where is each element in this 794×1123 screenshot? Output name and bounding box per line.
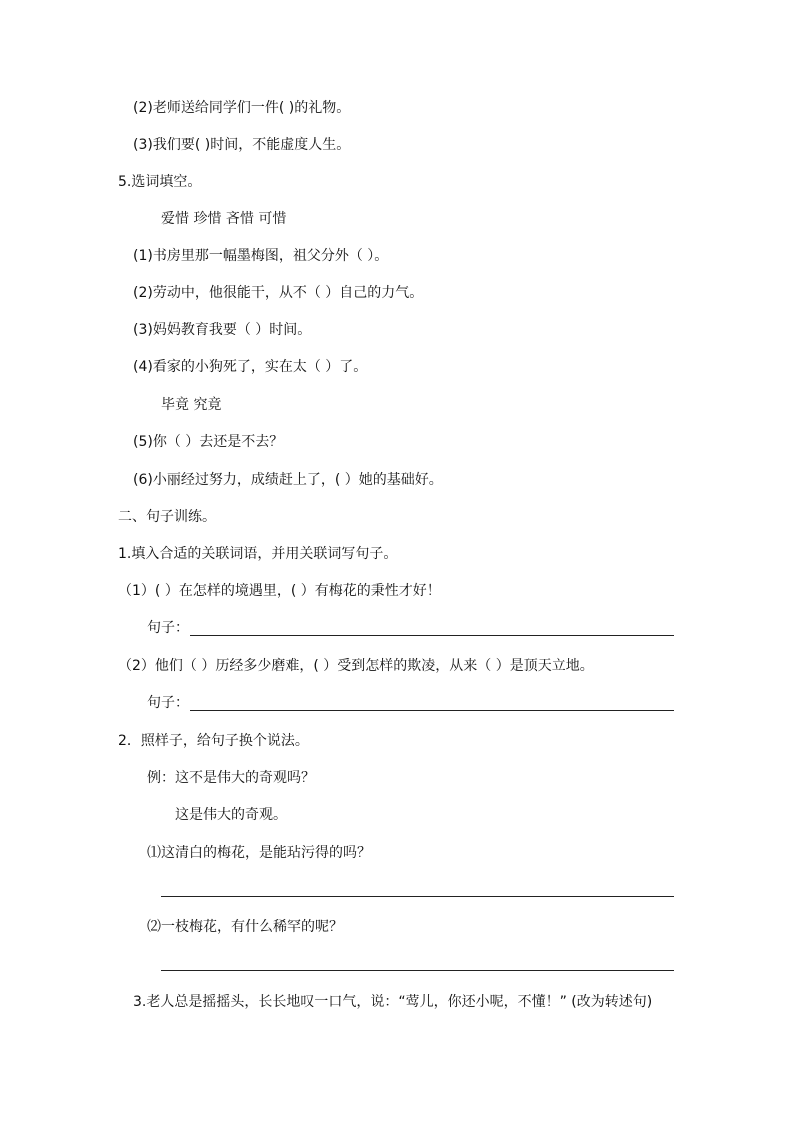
sentence-2-example-answer: 这是伟大的奇观。: [175, 807, 287, 823]
question-5-word-bank-a: 爱惜 珍惜 吝惜 可惜: [161, 211, 287, 227]
sentence-1-answer-label-1: 句子：: [147, 620, 189, 636]
question-5-item-5: (5)你（ ）去还是不去？: [133, 434, 284, 450]
question-4-item-3: (3)我们要( )时间，不能虚度人生。: [133, 137, 351, 153]
question-4-item-2: (2)老师送给同学们一件( )的礼物。: [133, 100, 351, 116]
sentence-2-item-2: ⑵一枝梅花，有什么稀罕的呢？: [147, 919, 343, 935]
sentence-2-answer-line-2[interactable]: [161, 970, 674, 971]
sentence-2-example-question: 例：这不是伟大的奇观吗？: [147, 770, 315, 786]
sentence-1-title: 1.填入合适的关联词语，并用关联词写句子。: [118, 546, 398, 562]
question-5-item-6: (6)小丽经过努力，成绩赶上了，( ）她的基础好。: [133, 472, 443, 488]
sentence-1-answer-line-1[interactable]: [190, 635, 674, 636]
question-5-word-bank-b: 毕竟 究竟: [161, 397, 222, 413]
section-2-title: 二、句子训练。: [118, 509, 216, 525]
question-5-item-1: (1)书房里那一幅墨梅图，祖父分外（ ）。: [133, 248, 389, 264]
sentence-1-answer-line-2[interactable]: [190, 710, 674, 711]
sentence-1-item-2: （2）他们（ ）历经多少磨难，( ）受到怎样的欺凌，从来（ ）是顶天立地。: [118, 658, 594, 674]
sentence-1-item-1: （1）( ）在怎样的境遇里，( ）有梅花的秉性才好！: [118, 583, 441, 599]
question-5-item-3: (3)妈妈教育我要（ ）时间。: [133, 322, 312, 338]
question-5-item-4: (4)看家的小狗死了，实在太（ ）了。: [133, 359, 368, 375]
sentence-3-title: 3.老人总是摇摇头，长长地叹一口气，说：“莺儿，你还小呢，不懂！” (改为转述句): [133, 994, 653, 1010]
sentence-1-answer-label-2: 句子：: [147, 695, 189, 711]
question-5-title: 5.选词填空。: [118, 174, 202, 190]
question-5-item-2: (2)劳动中，他很能干，从不（ ）自己的力气。: [133, 285, 424, 301]
sentence-2-title: 2．照样子，给句子换个说法。: [118, 733, 309, 749]
sentence-2-item-1: ⑴这清白的梅花，是能玷污得的吗？: [147, 845, 371, 861]
sentence-2-answer-line-1[interactable]: [161, 896, 674, 897]
